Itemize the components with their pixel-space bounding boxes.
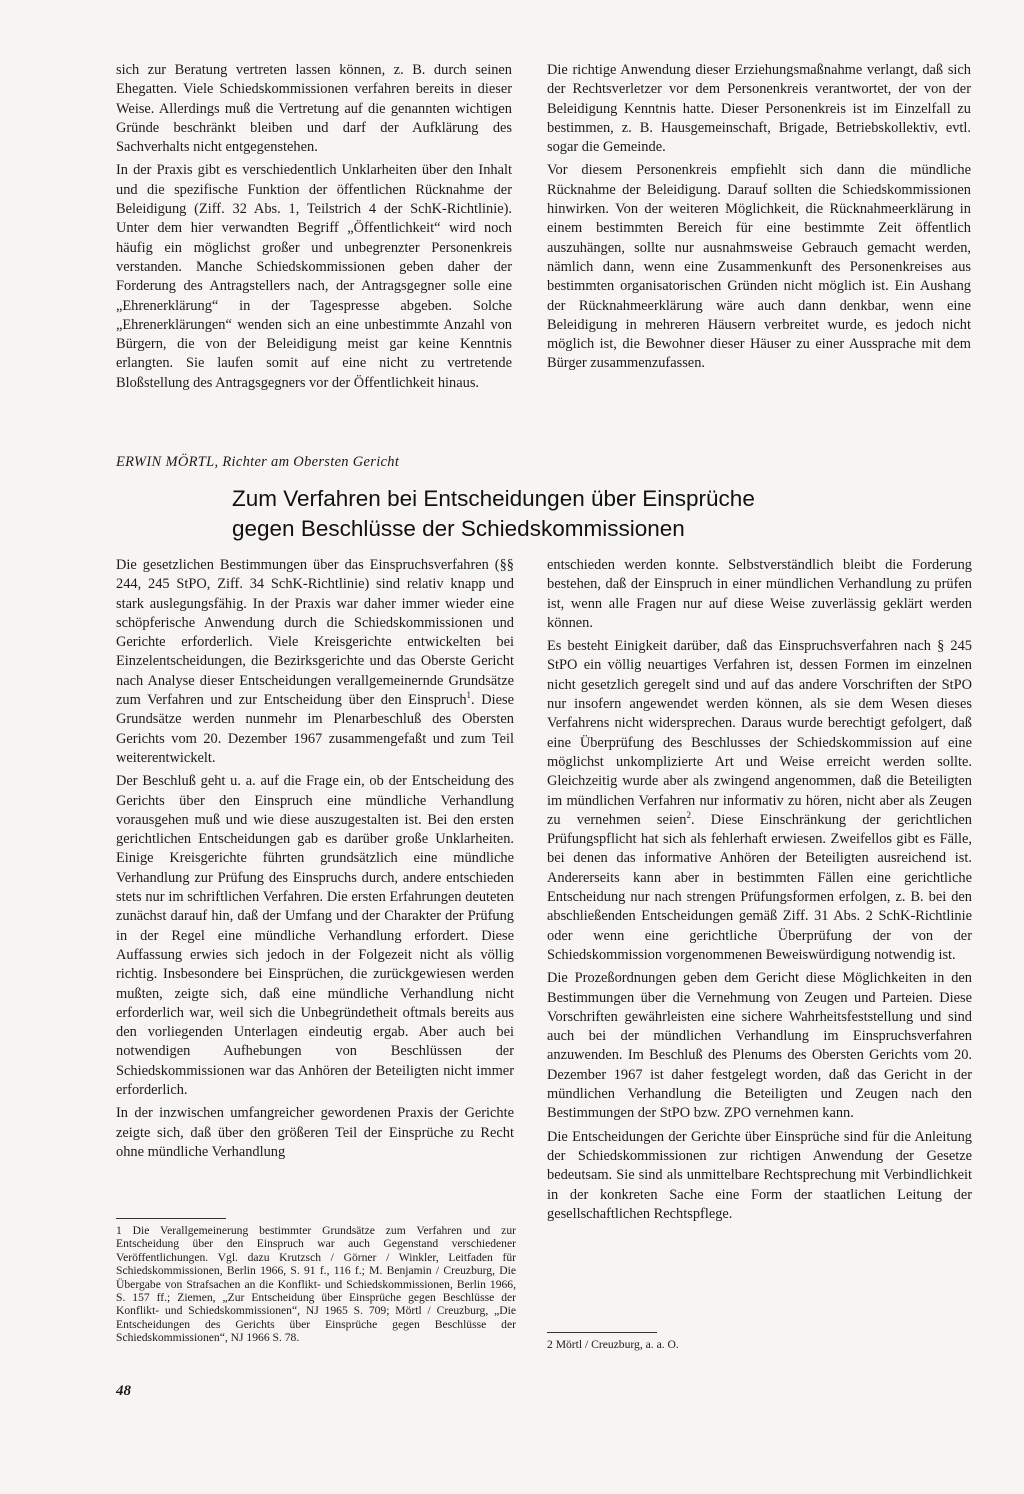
footnote-block-left: [116, 1214, 516, 1345]
footnote-block-right: [547, 1328, 971, 1351]
footnote-ref: 1: [466, 690, 472, 701]
top-left-column: [116, 61, 512, 397]
paragraph: In der inzwischen umfangreicher gewordenen Praxis der Gerichte zeigte sich, daß über den größeren Teil der Einsprüche zu Recht ohne mündliche Verhandlung: [116, 1105, 514, 1160]
paragraph: Der Beschluß geht u. a. auf die Frage ein, ob der Entscheidung des Gerichts über den Einspruch eine mündliche Verhandlung vorausgehen muß und wie diese auszugestalten ist. Bei den ersten gerichtlichen Entscheidungen gab es darüber große Unklarheiten. Einige Kreisgerichte führten grundsätzlich eine mündliche Verhandlung zur Prüfung des Einspruchs durch, andere entschieden stets nur im schriftlichen Verfahren. Die ersten Erfahrungen deuteten zunächst darauf hin, daß der Umfang und der Charakter der Prüfung in der Regel eine mündliche Verhandlung erfordert. Diese Auffassung erwies sich jedoch in der Folgezeit nicht als völlig richtig. Insbesondere bei Einsprüchen, die zurückgewiesen werden mußten, zeigte sich, daß eine mündliche Verhandlung nicht erforderlich war, weil sich die Unbegründetheit oftmals bereits aus den vorliegenden Unterlagen eindeutig ergab. Aber auch bei notwendigen Aufhebungen von Beschlüssen der Schiedskommissionen war das Anhören der Beteiligten nicht immer erforderlich.: [116, 773, 514, 1099]
top-right-column: [547, 61, 971, 378]
paragraph: Die Entscheidungen der Gerichte über Einsprüche sind für die Anleitung der Schiedskommissionen zur richtigen Anwendung der Gesetze bedeutsam. Sie sind als unmittelbare Rechtsprechung mit Verbindlichkeit in der konkreten Sache eine Form der staatlichen Leitung der gesellschaftlichen Rechtspflege.: [547, 1128, 972, 1222]
paragraph: Die richtige Anwendung dieser Erziehungsmaßnahme verlangt, daß sich der Rechtsverletzer vor dem Personenkreis verantwortet, der von der Beleidigung Kenntnis hatte. Dieser Personenkreis ist im Einzelfall zu bestimmen, z. B. Hausgemeinschaft, Brigade, Betriebskollektiv, evtl. sogar die Gemeinde.: [547, 62, 971, 156]
paragraph: Die Prozeßordnungen geben dem Gericht diese Möglichkeiten in den Bestimmungen über die Vernehmung von Zeugen und Parteien. Diese Vorschriften gewährleisten eine sichere Wahrheitsfeststellung und sind auch bei der mündlichen Verhandlung im Einspruchsverfahren anzuwenden. Im Beschluß des Plenums des Obersten Gerichts vom 20. Dezember 1967 ist daher festgelegt worden, daß das Gericht in der mündlichen Verhandlung die Beteiligten und Zeugen nach den Bestimmungen der StPO bzw. ZPO vernehmen kann.: [547, 970, 972, 1122]
paragraph: sich zur Beratung vertreten lassen können, z. B. durch seinen Ehegatten. Viele Schiedskommissionen verfahren bereits in dieser Weise. Allerdings muß die Vertretung auf die genannten wichtigen Gründe beschränkt bleiben und darf der Aufklärung des Sachverhalts nicht entgegenstehen.: [116, 62, 512, 156]
bottom-right-column: [547, 556, 972, 1228]
title-line: Zum Verfahren bei Entscheidungen über Einsprüche: [232, 486, 755, 511]
footnote-2: 2 Mörtl / Creuzburg, a. a. O.: [547, 1338, 679, 1351]
paragraph: In der Praxis gibt es verschiedentlich Unklarheiten über den Inhalt und die spezifische Funktion der öffentlichen Rücknahme der Beleidigung (Ziff. 32 Abs. 1, Teilstrich 4 der SchK-Richtlinie). Unter dem hier verwandten Begriff „Öffentlichkeit“ wird noch häufig ein möglichst großer und unbegrenzter Personenkreis verstanden. Manche Schiedskommissionen geben daher der Forderung des Antragstellers nach, der Antragsgegner solle eine „Ehrenerklärung“ in der Tagespresse abgeben. Solche „Ehrenerklärungen“ wenden sich an eine unbestimmte Anzahl von Bürgern, die von der Beleidigung meist gar keine Kenntnis erlangten. Sie laufen somit auf eine nicht zu vertretende Bloßstellung des Antragsgegners vor der Öffentlichkeit hinaus.: [116, 162, 512, 391]
paragraph: Die gesetzlichen Bestimmungen über das Einspruchsverfahren (§§ 244, 245 StPO, Ziff. 34 SchK-Richtlinie) sind relativ knapp und stark auslegungsfähig. In der Praxis war daher immer wieder eine schöpferische Anwendung durch die Schiedskommissionen und Gerichte erforderlich. Viele Kreisgerichte entwickelten bei Einzelentscheidungen, die Bezirksgerichte und das Oberste Gericht nach Analyse dieser Entscheidungen verallgemeinernde Grundsätze zum Verfahren und zur Entscheidung über den Einspruch$^1$. Diese Grundsätze werden nunmehr im Plenarbeschluß des Obersten Gerichts vom 20. Dezember 1967 zusammengefaßt und zum Teil weiterentwickelt.: [116, 557, 514, 766]
footnote-1: 1 Die Verallgemeinerung bestimmter Grundsätze zum Verfahren und zur Entscheidung über den Einspruch war auch Gegenstand verschiedener Veröffentlichungen. Vgl. dazu Krutzsch / Görner / Winkler, Leitfaden für Schiedskommissionen, Berlin 1966, S. 91 f., 116 f.; M. Benjamin / Creuzburg, Die Übergabe von Strafsachen an die Konflikt- und Schiedskommissionen, Berlin 1966, S. 157 ff.; Ziemen, „Zur Entscheidung über Einsprüche gegen Beschlüsse der Konflikt- und Schiedskommissionen“, NJ 1965 S. 709; Mörtl / Creuzburg, „Die Entscheidungen des Gerichts über Einsprüche gegen Beschlüsse der Schiedskommissionen“, NJ 1966 S. 78.: [116, 1224, 516, 1345]
footnote-ref: 2: [686, 810, 691, 821]
paragraph: Es besteht Einigkeit darüber, daß das Einspruchsverfahren nach § 245 StPO ein völlig neuartiges Verfahren ist, dessen Formen im einzelnen nicht gesetzlich geregelt sind und auf das andere Vorschriften der StPO nur insofern angewendet werden können, als sie dem Wesen dieses Verfahrens nicht widersprechen. Daraus wurde berechtigt gefolgert, daß eine Überprüfung des Beschlusses der Schiedskommission auf eine möglichst unkomplizierte Art und Weise erreicht werden sollte. Gleichzeitig wurde aber als zwingend angenommen, daß die Beteiligten im mündlichen Verfahren nur informativ zu hören, nicht aber als Zeugen zu vernehmen seien$^2$. Diese Einschränkung der gerichtlichen Prüfungspflicht hat sich als fehlerhaft erwiesen. Zweifellos gibt es Fälle, bei denen das informative Anhören der Beteiligten ausreichend ist. Andererseits kann aber in bestimmten Fällen eine gerichtliche Entscheidung nur nach strengen Prüfungsformen erfolgen, z. B. bei den abschließenden Entscheidungen gemäß Ziff. 31 Abs. 2 SchK-Richtlinie oder wenn eine gerichtliche Überprüfung der von der Schiedskommission vorgenommenen Beweiswürdigung notwendig ist.: [547, 638, 972, 963]
bottom-left-column: [116, 556, 514, 1166]
article-author: ERWIN MÖRTL, Richter am Obersten Gericht: [116, 454, 400, 470]
paragraph: Vor diesem Personenkreis empfiehlt sich dann die mündliche Rücknahme der Beleidigung. Darauf sollten die Schiedskommissionen hinwirken. Von der weiteren Möglichkeit, die Rücknahmeerklärung in einem bestimmten Bereich für eine bestimmte Zeit öffentlich auszuhängen, sollte nur ausnahmsweise Gebrauch gemacht werden, nämlich dann, wenn eine Zusammenkunft des Personenkreises aus bestimmten organisatorischen Gründen nicht möglich ist. Ein Aushang der Rücknahmeerklärung wäre auch dann denkbar, wenn eine Beleidigung in mehreren Häusern verbreitet wurde, es jedoch nicht möglich ist, die Bewohner dieser Häuser zu einer Aussprache mit dem Bürger zusammenzufassen.: [547, 162, 971, 372]
footnote-rule: [116, 1218, 226, 1219]
article-title: [232, 484, 852, 544]
footnote-rule: [547, 1332, 657, 1333]
title-line: gegen Beschlüsse der Schiedskommissionen: [232, 516, 685, 541]
paragraph: entschieden werden konnte. Selbstverständlich bleibt die Forderung bestehen, daß der Einspruch in einer mündlichen Verhandlung zu prüfen ist, wenn alle Fragen nur auf diese Weise zuverlässig geklärt werden können.: [547, 557, 972, 631]
page-number: 48: [116, 1383, 131, 1399]
